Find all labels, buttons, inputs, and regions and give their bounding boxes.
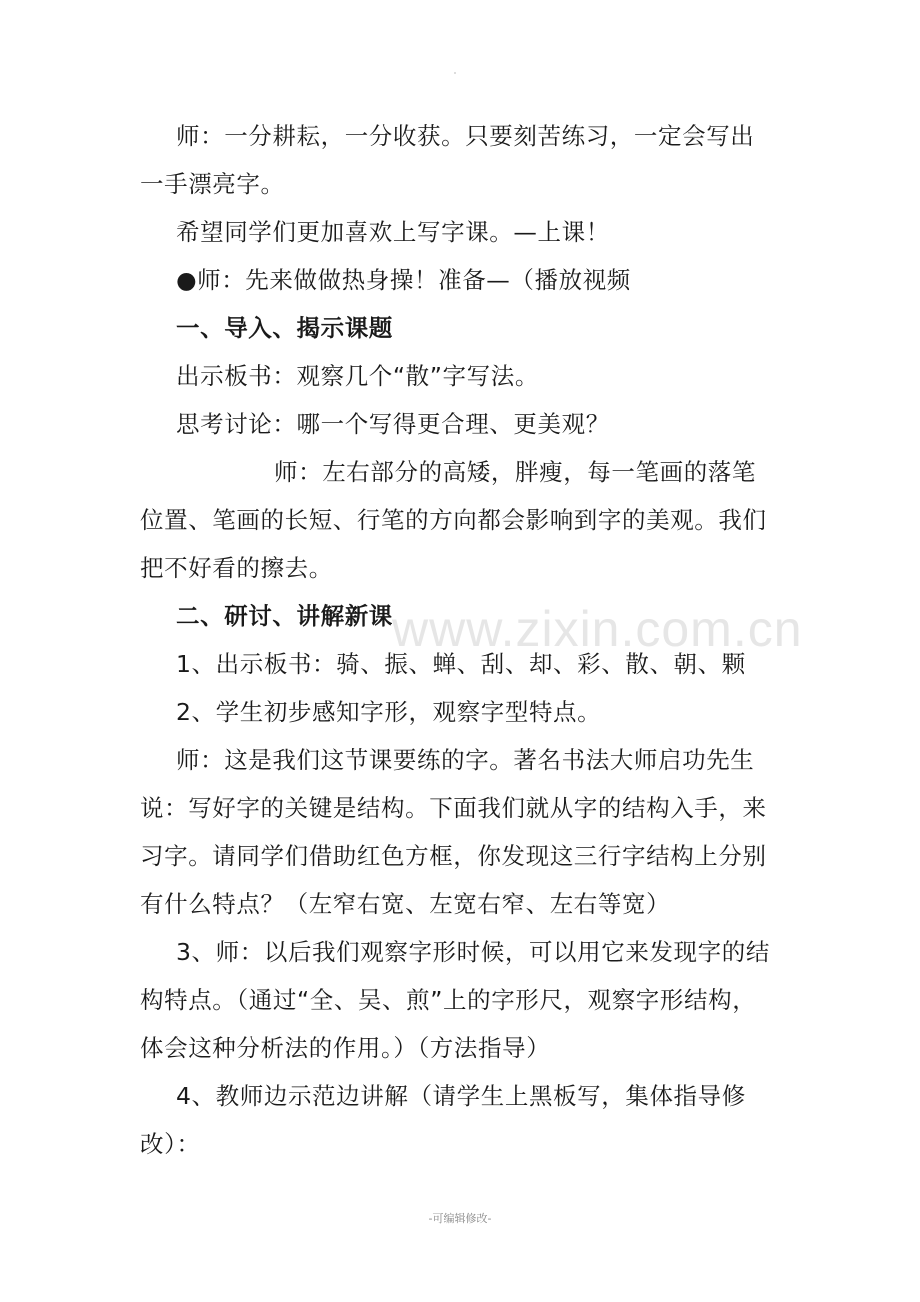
text-line: 习字。请同学们借助红色方框，你发现这三行字结构上分别 (140, 842, 767, 870)
text-line: 师：一分耕耘，一分收获。只要刻苦练习，一定会写出 (176, 122, 755, 150)
text-line: 师：这是我们这节课要练的字。著名书法大师启功先生 (176, 746, 755, 774)
text-line: 位置、笔画的长短、行笔的方向都会影响到字的美观。我们 (140, 506, 767, 534)
text-line: 2、学生初步感知字形，观察字型特点。 (176, 698, 602, 726)
text-line: 一手漂亮字。 (140, 170, 285, 198)
text-line: 1、出示板书：骑、振、蝉、刮、却、彩、散、朝、颗 (176, 650, 746, 678)
text-line: 改）： (140, 1130, 201, 1158)
page-mark (454, 72, 456, 74)
text-line: ●师：先来做做热身操！准备—（播放视频 (176, 266, 631, 294)
section-heading: 一、导入、揭示课题 (176, 314, 393, 342)
text-line: 4、教师边示范边讲解（请学生上黑板写，集体指导修 (176, 1082, 746, 1110)
text-line: 构特点。（通过“全、吴、煎”上的字形尺，观察字形结构， (140, 986, 757, 1014)
page-footer: -可编辑修改- (428, 1212, 492, 1225)
text-line: 希望同学们更加喜欢上写字课。—上课！ (176, 218, 610, 246)
text-line: 思考讨论：哪一个写得更合理、更美观？ (176, 410, 610, 438)
text-line: 出示板书：观察几个“散”字写法。 (176, 362, 539, 390)
text-line: 把不好看的擦去。 (140, 554, 333, 582)
text-line: 说：写好字的关键是结构。下面我们就从字的结构入手，来 (140, 794, 767, 822)
watermark: www.zixin.com.cn (392, 601, 803, 657)
section-heading: 二、研讨、讲解新课 (176, 602, 393, 630)
text-line: 师：左右部分的高矮，胖瘦，每一笔画的落笔 (274, 458, 756, 486)
text-line: 3、师：以后我们观察字形时候，可以用它来发现字的结 (176, 938, 770, 966)
text-line: 有什么特点？（左窄右宽、左宽右窄、左右等宽） (140, 890, 671, 918)
text-line: 体会这种分析法的作用。）（方法指导） (140, 1034, 551, 1062)
